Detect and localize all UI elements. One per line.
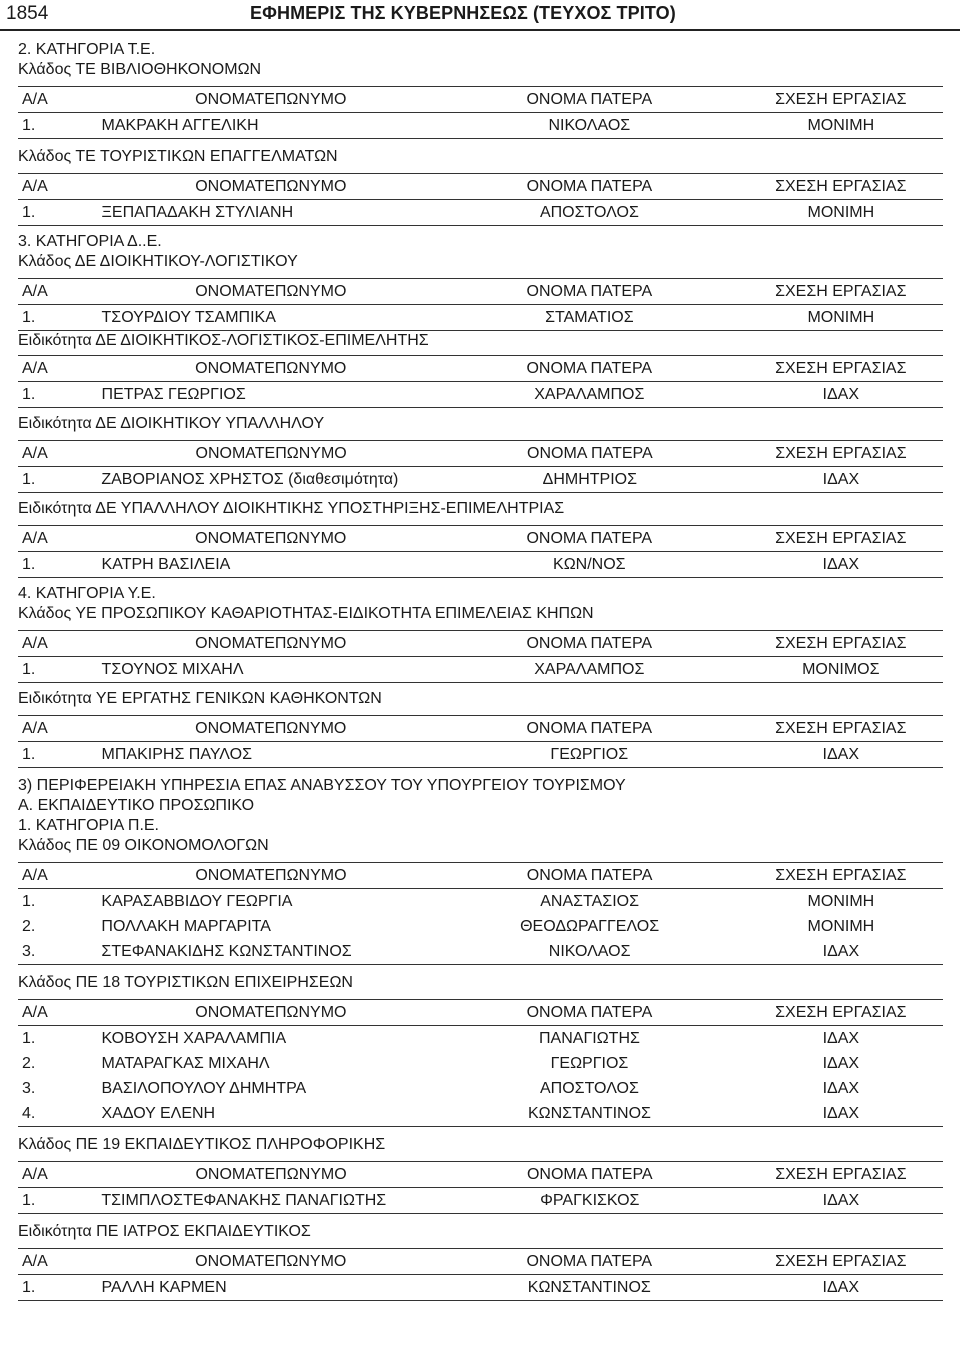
table-header-row <box>18 441 943 467</box>
table-cell: ΑΠΟΣΤΟΛΟΣ <box>540 1080 639 1097</box>
column-header: ΣΧΕΣΗ ΕΡΓΑΣΙΑΣ <box>739 1000 943 1026</box>
section-heading: Ειδικότητα ΥΕ ΕΡΓΑΤΗΣ ΓΕΝΙΚΩΝ ΚΑΘΗΚΟΝΤΩΝ <box>18 690 382 707</box>
table-row <box>18 552 943 578</box>
section-block <box>18 1222 943 1301</box>
section-block <box>18 499 943 578</box>
table-cell: 4. <box>18 1101 102 1127</box>
section-heading: Ειδικότητα ΔΕ ΔΙΟΙΚΗΤΙΚΟΣ-ΛΟΓΙΣΤΙΚΟΣ-ΕΠΙΜΕΛΗΤΗΣ <box>18 332 429 349</box>
table-cell: 1. <box>18 1188 101 1214</box>
section-heading: Ειδικότητα ΔΕ ΔΙΟΙΚΗΤΙΚΟΥ ΥΠΑΛΛΗΛΟΥ <box>18 415 325 432</box>
column-header: ΟΝΟΜΑ ΠΑΤΕΡΑ <box>440 1249 739 1275</box>
column-header: ΣΧΕΣΗ ΕΡΓΑΣΙΑΣ <box>739 526 943 552</box>
table-row <box>18 657 943 683</box>
section-heading: Κλάδος ΔΕ ΔΙΟΙΚΗΤΙΚΟΥ-ΛΟΓΙΣΤΙΚΟΥ <box>18 253 298 270</box>
staff-table <box>18 1161 943 1214</box>
column-header: ΟΝΟΜΑ ΠΑΤΕΡΑ <box>440 279 739 305</box>
table-cell: ΣΤΑΜΑΤΙΟΣ <box>440 305 739 331</box>
page-number: 1854 <box>6 3 49 24</box>
table-cell: ΙΔΑΧ <box>822 1055 860 1072</box>
table-cell: ΙΔΑΧ <box>739 939 943 965</box>
table-cell: ΜΟΝΙΜΟΣ <box>739 657 943 683</box>
section-block <box>18 414 943 493</box>
table-cell: ΧΑΡΑΛΑΜΠΟΣ <box>440 657 739 683</box>
column-header: ΣΧΕΣΗ ΕΡΓΑΣΙΑΣ <box>739 87 943 113</box>
table-row <box>18 305 943 331</box>
section-heading: Κλάδος ΤΕ ΤΟΥΡΙΣΤΙΚΩΝ ΕΠΑΓΓΕΛΜΑΤΩΝ <box>18 148 338 165</box>
column-header: ΟΝΟΜΑΤΕΠΩΝΥΜΟ <box>102 1000 441 1026</box>
section-heading: Ειδικότητα ΔΕ ΥΠΑΛΛΗΛΟΥ ΔΙΟΙΚΗΤΙΚΗΣ ΥΠΟΣΤΗΡΙΞΗΣ-ΕΠΙΜΕΛΗΤΡΙΑΣ <box>18 500 565 517</box>
table-cell: 1. <box>18 305 102 331</box>
table-cell: ΒΑΣΙΛΟΠΟΥΛΟΥ ΔΗΜΗΤΡΑ <box>101 1080 307 1097</box>
table-cell: ΤΣΟΥΝΟΣ ΜΙΧΑΗΛ <box>102 657 440 683</box>
column-header: ΟΝΟΜΑ ΠΑΤΕΡΑ <box>440 1000 738 1026</box>
table-row <box>18 200 943 226</box>
table-cell: ΜΟΝΙΜΗ <box>739 305 943 331</box>
column-header: Α/Α <box>18 716 102 742</box>
column-header: Α/Α <box>18 174 102 200</box>
column-header: ΟΝΟΜΑΤΕΠΩΝΥΜΟ <box>102 526 440 552</box>
column-header: Α/Α <box>18 863 101 889</box>
column-header: ΣΧΕΣΗ ΕΡΓΑΣΙΑΣ <box>739 1162 943 1188</box>
page-header <box>0 0 960 30</box>
column-header: ΟΝΟΜΑΤΕΠΩΝΥΜΟ <box>102 631 440 657</box>
table-row <box>18 382 943 408</box>
table-cell: ΚΑΤΡΗ ΒΑΣΙΛΕΙΑ <box>102 552 440 578</box>
table-header-row <box>18 87 943 113</box>
section-block <box>18 331 943 408</box>
section-heading: Ειδικότητα ΠΕ ΙΑΤΡΟΣ ΕΚΠΑΙΔΕΥΤΙΚΟΣ <box>18 1223 311 1240</box>
document-body <box>18 40 943 1301</box>
section-heading: Κλάδος ΠΕ 18 ΤΟΥΡΙΣΤΙΚΩΝ ΕΠΙΧΕΙΡΗΣΕΩΝ <box>18 974 353 991</box>
table-cell: 1. <box>18 742 102 768</box>
table-cell: 1. <box>18 382 102 408</box>
column-header: Α/Α <box>18 1249 102 1275</box>
table-cell: ΜΑΤΑΡΑΓΚΑΣ ΜΙΧΑΗΛ <box>101 1055 270 1072</box>
section-block <box>18 584 943 683</box>
table-header-row <box>18 279 943 305</box>
table-cell: 2. <box>22 918 36 935</box>
column-header: ΟΝΟΜΑ ΠΑΤΕΡΑ <box>441 441 739 467</box>
table-row <box>18 914 943 939</box>
table-cell: ΙΔΑΧ <box>739 742 943 768</box>
table-cell: ΚΩΝ/ΝΟΣ <box>440 552 739 578</box>
staff-table <box>18 1248 943 1301</box>
table-cell: ΜΟΝΙΜΗ <box>807 918 875 935</box>
table-cell: ΧΑΡΑΛΑΜΠΟΣ <box>440 382 739 408</box>
column-header: ΟΝΟΜΑΤΕΠΩΝΥΜΟ <box>102 174 441 200</box>
staff-table <box>18 173 943 226</box>
section-heading: 3) ΠΕΡΙΦΕΡΕΙΑΚΗ ΥΠΗΡΕΣΙΑ ΕΠΑΣ ΑΝΑΒΥΣΣΟΥ ΤΟΥ ΥΠΟΥΡΓΕΙΟΥ ΤΟΥΡΙΣΜΟΥ <box>18 777 626 794</box>
table-cell: ΠΑΝΑΓΙΩΤΗΣ <box>539 1030 640 1047</box>
table-cell: ΙΔΑΧ <box>822 1080 860 1097</box>
table-cell: ΠΕΤΡΑΣ ΓΕΩΡΓΙΟΣ <box>102 382 440 408</box>
staff-table <box>18 278 943 331</box>
table-cell: ΠΟΛΛΑΚΗ ΜΑΡΓΑΡΙΤΑ <box>101 918 271 935</box>
section-heading: Κλάδος ΠΕ 09 ΟΙΚΟΝΟΜΟΛΟΓΩΝ <box>18 837 269 854</box>
table-header-row <box>18 1000 943 1026</box>
table-cell: ΙΔΑΧ <box>739 552 943 578</box>
column-header: Α/Α <box>18 356 102 382</box>
section-heading: Κλάδος ΥΕ ΠΡΟΣΩΠΙΚΟΥ ΚΑΘΑΡΙΟΤΗΤΑΣ-ΕΙΔΙΚΟΤΗΤΑ ΕΠΙΜΕΛΕΙΑΣ ΚΗΠΩΝ <box>18 605 594 622</box>
table-cell: ΓΕΩΡΓΙΟΣ <box>550 1055 629 1072</box>
table-cell: ΜΑΚΡΑΚΗ ΑΓΓΕΛΙΚΗ <box>102 113 440 139</box>
column-header: ΟΝΟΜΑ ΠΑΤΕΡΑ <box>441 1162 739 1188</box>
section-heading: 4. ΚΑΤΗΓΟΡΙΑ Υ.Ε. <box>18 585 156 602</box>
table-cell: ΚΩΝΣΤΑΝΤΙΝΟΣ <box>440 1101 738 1127</box>
table-cell: ΑΠΟΣΤΟΛΟΣ <box>440 200 738 226</box>
column-header: ΟΝΟΜΑΤΕΠΩΝΥΜΟ <box>102 87 440 113</box>
column-header: ΣΧΕΣΗ ΕΡΓΑΣΙΑΣ <box>739 279 943 305</box>
header-rule <box>0 29 960 31</box>
column-header: ΟΝΟΜΑΤΕΠΩΝΥΜΟ <box>102 1249 440 1275</box>
table-cell: 2. <box>22 1055 36 1072</box>
table-row <box>18 1101 943 1127</box>
column-header: ΣΧΕΣΗ ΕΡΓΑΣΙΑΣ <box>739 1249 943 1275</box>
staff-table <box>18 999 943 1127</box>
column-header: ΣΧΕΣΗ ΕΡΓΑΣΙΑΣ <box>739 174 943 200</box>
table-cell: ΖΑΒΟΡΙΑΝΟΣ ΧΡΗΣΤΟΣ (διαθεσιμότητα) <box>101 467 441 493</box>
table-cell: ΡΑΛΛΗ ΚΑΡΜΕΝ <box>102 1275 440 1301</box>
table-header-row <box>18 631 943 657</box>
section-heading: 1. ΚΑΤΗΓΟΡΙΑ Π.Ε. <box>18 817 159 834</box>
table-cell: 1. <box>18 113 102 139</box>
section-block <box>18 1135 943 1214</box>
table-row <box>18 467 943 493</box>
table-cell: 1. <box>18 467 101 493</box>
table-cell: 1. <box>18 200 102 226</box>
column-header: ΟΝΟΜΑΤΕΠΩΝΥΜΟ <box>101 863 440 889</box>
section-block <box>18 147 943 226</box>
table-row <box>18 1076 943 1101</box>
section-block <box>18 232 943 331</box>
column-header: ΟΝΟΜΑΤΕΠΩΝΥΜΟ <box>101 1162 440 1188</box>
table-cell: 1. <box>18 657 102 683</box>
table-header-row <box>18 356 943 382</box>
table-cell: 1. <box>18 1275 102 1301</box>
column-header: ΟΝΟΜΑ ΠΑΤΕΡΑ <box>440 356 739 382</box>
section-block <box>18 776 943 965</box>
column-header: ΟΝΟΜΑ ΠΑΤΕΡΑ <box>440 716 739 742</box>
table-cell: ΜΟΝΙΜΗ <box>739 113 943 139</box>
table-cell: ΙΔΑΧ <box>822 1030 860 1047</box>
section-block <box>18 40 943 139</box>
column-header: ΟΝΟΜΑ ΠΑΤΕΡΑ <box>440 863 738 889</box>
table-cell: ΝΙΚΟΛΑΟΣ <box>440 939 738 965</box>
table-row <box>18 1026 943 1052</box>
table-cell: 1. <box>22 893 36 910</box>
column-header: Α/Α <box>18 1162 101 1188</box>
table-cell: ΑΝΑΣΤΑΣΙΟΣ <box>540 893 639 910</box>
table-cell: ΔΗΜΗΤΡΙΟΣ <box>441 467 739 493</box>
section-block <box>18 973 943 1127</box>
column-header: ΟΝΟΜΑΤΕΠΩΝΥΜΟ <box>102 356 440 382</box>
table-cell: ΜΟΝΙΜΗ <box>739 200 943 226</box>
table-row <box>18 939 943 965</box>
gazette-title: ΕΦΗΜΕΡΙΣ ΤΗΣ ΚΥΒΕΡΝΗΣΕΩΣ (ΤΕΥΧΟΣ ΤΡΙΤΟ) <box>250 3 676 23</box>
column-header: Α/Α <box>18 631 102 657</box>
staff-table <box>18 355 943 408</box>
column-header: Α/Α <box>18 1000 102 1026</box>
table-cell: ΝΙΚΟΛΑΟΣ <box>440 113 739 139</box>
table-row <box>18 889 943 915</box>
table-row <box>18 1051 943 1076</box>
table-cell: ΜΟΝΙΜΗ <box>807 893 875 910</box>
column-header: ΟΝΟΜΑ ΠΑΤΕΡΑ <box>440 87 739 113</box>
table-row <box>18 113 943 139</box>
table-cell: ΧΑΔΟΥ ΕΛΕΝΗ <box>102 1101 441 1127</box>
table-header-row <box>18 1249 943 1275</box>
column-header: Α/Α <box>18 526 102 552</box>
table-cell: ΙΔΑΧ <box>739 1101 943 1127</box>
section-heading: Κλάδος ΠΕ 19 ΕΚΠΑΙΔΕΥΤΙΚΟΣ ΠΛΗΡΟΦΟΡΙΚΗΣ <box>18 1136 386 1153</box>
column-header: ΟΝΟΜΑΤΕΠΩΝΥΜΟ <box>101 441 441 467</box>
column-header: ΣΧΕΣΗ ΕΡΓΑΣΙΑΣ <box>739 863 943 889</box>
table-cell: 1. <box>22 1030 36 1047</box>
table-cell: ΚΑΡΑΣΑΒΒΙΔΟΥ ΓΕΩΡΓΙΑ <box>101 893 293 910</box>
table-cell: ΦΡΑΓΚΙΣΚΟΣ <box>441 1188 739 1214</box>
table-cell: ΙΔΑΧ <box>739 1275 943 1301</box>
table-header-row <box>18 716 943 742</box>
table-cell: ΜΠΑΚΙΡΗΣ ΠΑΥΛΟΣ <box>102 742 440 768</box>
table-row <box>18 742 943 768</box>
section-heading: 2. ΚΑΤΗΓΟΡΙΑ Τ.Ε. <box>18 41 156 58</box>
table-cell: ΘΕΟΔΩΡΑΓΓΕΛΟΣ <box>520 918 660 935</box>
staff-table <box>18 440 943 493</box>
column-header: ΣΧΕΣΗ ΕΡΓΑΣΙΑΣ <box>739 716 943 742</box>
table-header-row <box>18 526 943 552</box>
staff-table <box>18 525 943 578</box>
staff-table <box>18 862 943 965</box>
column-header: Α/Α <box>18 441 101 467</box>
section-heading: 3. ΚΑΤΗΓΟΡΙΑ Δ..Ε. <box>18 233 162 250</box>
table-header-row <box>18 174 943 200</box>
table-cell: ΤΣΙΜΠΛΟΣΤΕΦΑΝΑΚΗΣ ΠΑΝΑΓΙΩΤΗΣ <box>101 1188 440 1214</box>
column-header: ΟΝΟΜΑ ΠΑΤΕΡΑ <box>440 174 738 200</box>
column-header: Α/Α <box>18 279 102 305</box>
column-header: Α/Α <box>18 87 102 113</box>
table-cell: 3. <box>18 939 101 965</box>
staff-table <box>18 86 943 139</box>
table-cell: ΣΤΕΦΑΝΑΚΙΔΗΣ ΚΩΝΣΤΑΝΤΙΝΟΣ <box>101 939 440 965</box>
table-cell: ΚΟΒΟΥΣΗ ΧΑΡΑΛΑΜΠΙΑ <box>101 1030 287 1047</box>
table-cell: ΚΩΝΣΤΑΝΤΙΝΟΣ <box>440 1275 739 1301</box>
column-header: ΟΝΟΜΑΤΕΠΩΝΥΜΟ <box>102 716 440 742</box>
column-header: ΟΝΟΜΑ ΠΑΤΕΡΑ <box>440 526 739 552</box>
table-row <box>18 1275 943 1301</box>
table-cell: ΞΕΠΑΠΑΔΑΚΗ ΣΤΥΛΙΑΝΗ <box>102 200 441 226</box>
section-heading: Α. ΕΚΠΑΙΔΕΥΤΙΚΟ ΠΡΟΣΩΠΙΚΟ <box>18 797 255 814</box>
column-header: ΣΧΕΣΗ ΕΡΓΑΣΙΑΣ <box>739 356 943 382</box>
table-cell: ΓΕΩΡΓΙΟΣ <box>440 742 739 768</box>
column-header: ΟΝΟΜΑ ΠΑΤΕΡΑ <box>440 631 739 657</box>
staff-table <box>18 630 943 683</box>
table-cell: ΙΔΑΧ <box>739 1188 943 1214</box>
table-header-row <box>18 1162 943 1188</box>
section-block <box>18 689 943 768</box>
table-cell: ΙΔΑΧ <box>739 467 943 493</box>
table-cell: ΤΣΟΥΡΔΙΟΥ ΤΣΑΜΠΙΚΑ <box>102 305 441 331</box>
column-header: ΣΧΕΣΗ ΕΡΓΑΣΙΑΣ <box>739 441 943 467</box>
table-cell: ΙΔΑΧ <box>739 382 943 408</box>
table-header-row <box>18 863 943 889</box>
table-cell: 3. <box>22 1080 36 1097</box>
section-heading: Κλάδος ΤΕ ΒΙΒΛΙΟΘΗΚΟΝΟΜΩΝ <box>18 61 262 78</box>
column-header: ΣΧΕΣΗ ΕΡΓΑΣΙΑΣ <box>739 631 943 657</box>
column-header: ΟΝΟΜΑΤΕΠΩΝΥΜΟ <box>102 279 441 305</box>
table-cell: 1. <box>18 552 102 578</box>
table-row <box>18 1188 943 1214</box>
staff-table <box>18 715 943 768</box>
